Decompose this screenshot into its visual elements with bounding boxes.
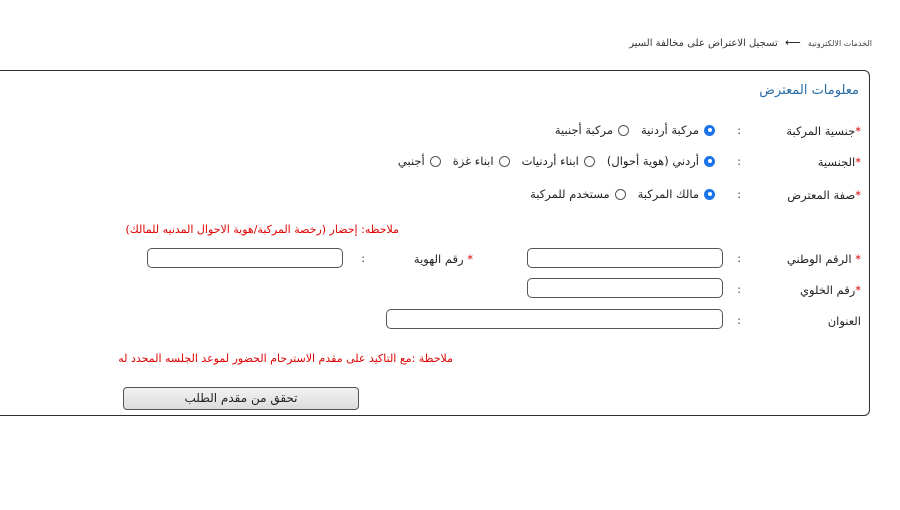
- verify-applicant-button[interactable]: تحقق من مقدم الطلب: [123, 387, 359, 410]
- colon: :: [737, 314, 741, 327]
- objector-capacity-label: *صفة المعترض: [787, 188, 861, 202]
- radio-checked-icon[interactable]: [704, 125, 715, 136]
- id-number-input[interactable]: [147, 248, 343, 268]
- radio-jordanian[interactable]: أردني (هوية أحوال): [607, 154, 715, 168]
- nationality-label: *الجنسية: [817, 155, 861, 169]
- radio-unchecked-icon[interactable]: [430, 156, 441, 167]
- radio-jordanian-vehicle[interactable]: مركبة أردنية: [641, 123, 715, 137]
- colon: :: [737, 252, 741, 265]
- vehicle-nationality-radios: [543, 123, 715, 137]
- vehicle-nationality-label: *جنسية المركبة: [786, 124, 861, 138]
- radio-vehicle-owner[interactable]: مالك المركبة: [638, 187, 715, 201]
- radio-unchecked-icon[interactable]: [618, 125, 629, 136]
- id-number-label: * رقم الهوية: [413, 252, 473, 266]
- radio-unchecked-icon[interactable]: [584, 156, 595, 167]
- colon: :: [737, 283, 741, 296]
- radio-unchecked-icon[interactable]: [499, 156, 510, 167]
- nationality-radios: [386, 154, 715, 168]
- objector-capacity-radios: [518, 187, 715, 201]
- breadcrumb-root[interactable]: الخدمات الالكترونية: [807, 39, 872, 48]
- national-id-label: * الرقم الوطني: [786, 252, 861, 266]
- colon: :: [737, 124, 741, 137]
- radio-checked-icon[interactable]: [704, 189, 715, 200]
- objector-info-panel: [0, 70, 870, 416]
- national-id-input[interactable]: [527, 248, 723, 268]
- radio-foreign-vehicle[interactable]: مركبة أجنبية: [555, 123, 629, 137]
- note-attendance: ملاحظة :مع التاكيد على مقدم الاسترحام الحضور لموعد الجلسه المحدد له: [118, 352, 453, 365]
- address-label: العنوان: [827, 314, 861, 328]
- radio-vehicle-user[interactable]: مستخدم للمركبة: [530, 187, 626, 201]
- mobile-input[interactable]: [527, 278, 723, 298]
- address-input[interactable]: [386, 309, 723, 329]
- arrow-left-icon: ⟵: [784, 36, 801, 49]
- colon: :: [361, 252, 365, 265]
- radio-unchecked-icon[interactable]: [615, 189, 626, 200]
- breadcrumb-current: تسجيل الاعتراض على مخالفة السير: [629, 38, 778, 49]
- radio-checked-icon[interactable]: [704, 156, 715, 167]
- mobile-label: *رقم الخلوي: [800, 283, 861, 297]
- colon: :: [737, 188, 741, 201]
- note-bring-documents: ملاحظه: إحضار (رخصة المركبة/هوية الاحوال المدنيه للمالك): [125, 223, 399, 236]
- colon: :: [737, 155, 741, 168]
- breadcrumb: [629, 36, 872, 49]
- radio-children-of-jordanian-women[interactable]: ابناء أردنيات: [522, 154, 595, 168]
- panel-title: معلومات المعترض: [759, 83, 859, 98]
- radio-gaza[interactable]: ابناء غزة: [453, 154, 510, 168]
- radio-foreigner[interactable]: أجنبي: [398, 154, 441, 168]
